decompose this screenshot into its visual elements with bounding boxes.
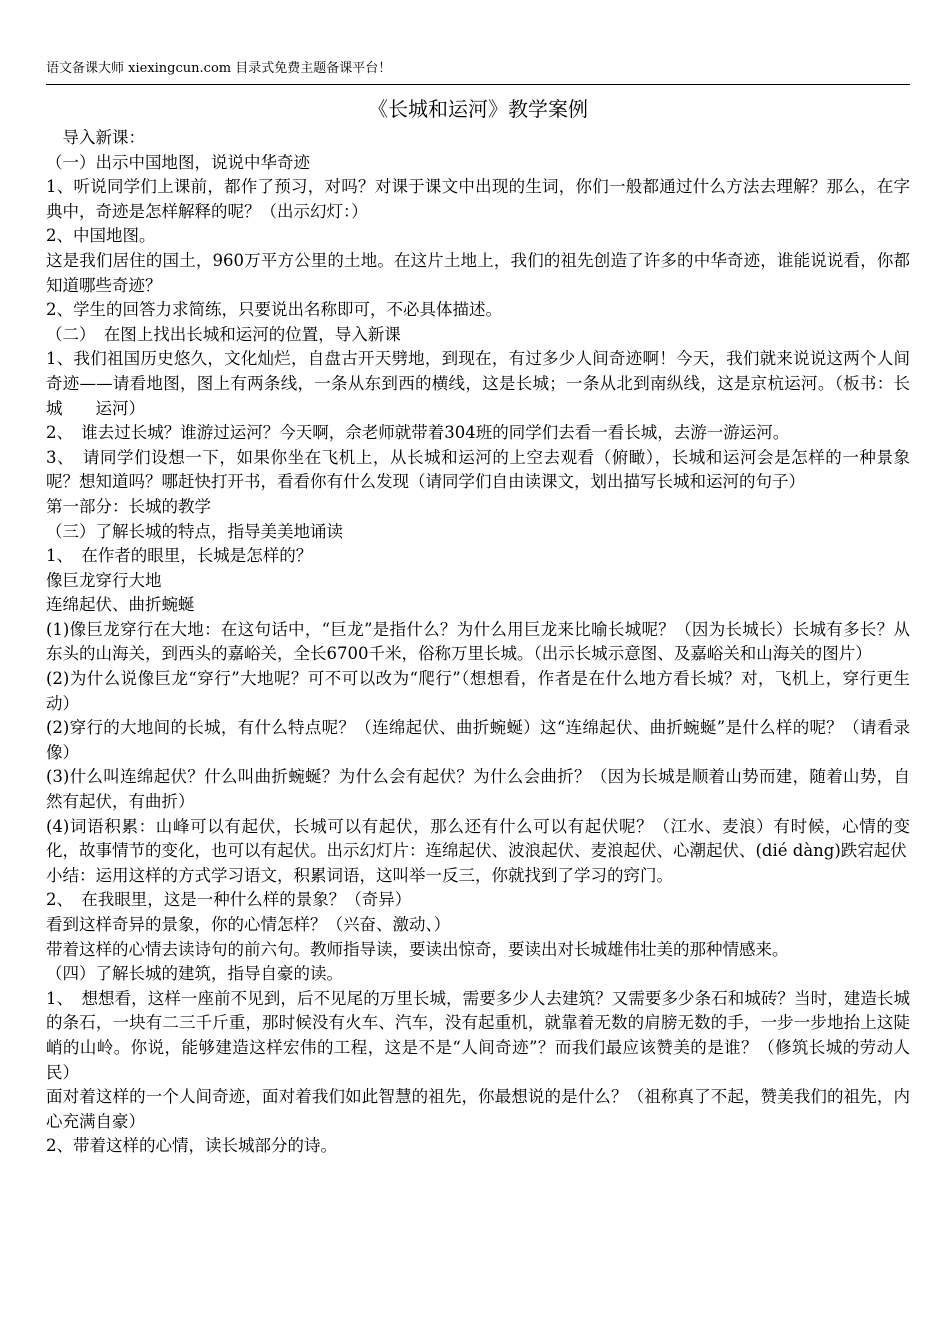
paragraph: (4)词语积累：山峰可以有起伏，长城可以有起伏，那么还有什么可以有起伏呢？（江水、麦浪）有时候，心情的变化，故事情节的变化，也可以有起伏。出示幻灯片：连绵起伏、波浪起伏、麦浪起伏、心潮起伏、(dié dàng)跌宕起伏 [46, 816, 910, 861]
paragraph-list [46, 126, 910, 1159]
paragraph: （一）出示中国地图，说说中华奇迹 [46, 152, 310, 172]
paragraph: (2)穿行的大地间的长城，有什么特点呢？（连绵起伏、曲折蜿蜒）这“连绵起伏、曲折蜿蜒”是什么样的呢？（请看录像） [46, 718, 910, 762]
paragraph: 导入新课： [46, 128, 145, 147]
paragraph: 连绵起伏、曲折蜿蜒 [46, 595, 195, 615]
paragraph: 1、我们祖国历史悠久，文化灿烂，自盘古开天劈地，到现在，有过多少人间奇迹啊！今天，我们就来说说这两个人间奇迹——请看地图，图上有两条线，一条从东到西的横线，这是长城；一条从北到南纵线，这是京杭运河。（板书：长城 运河） [46, 349, 910, 418]
paragraph: （四）了解长城的建筑，指导自豪的读。 [46, 964, 343, 984]
paragraph: 3、 请同学们设想一下，如果你坐在飞机上，从长城和运河的上空去观看（俯瞰），长城和运河会是怎样的一种景象呢？想知道吗？哪赶快打开书，看看你有什么发现（请同学们自由读课文，划出描写长城和运河的句子） [46, 447, 910, 492]
document-title: 《长城和运河》教学案例 [368, 97, 588, 121]
paragraph: （二） 在图上找出长城和运河的位置，导入新课 [46, 324, 401, 344]
paragraph: 2、 在我眼里，这是一种什么样的景象？（奇异） [46, 890, 412, 910]
paragraph: 1、 在作者的眼里，长城是怎样的？ [46, 546, 313, 566]
paragraph: (1)像巨龙穿行在大地：在这句话中，“巨龙”是指什么？为什么用巨龙来比喻长城呢？（因为长城长）长城有多长？从东头的山海关，到西头的嘉峪关，全长6700千米，俗称万里长城。（出示长城示意图、及嘉峪关和山海关的图片） [46, 619, 910, 664]
paragraph: 小结：运用这样的方式学习语文，积累词语，这叫举一反三，你就找到了学习的窍门。 [46, 865, 673, 885]
paragraph: （三）了解长城的特点，指导美美地诵读 [46, 521, 343, 541]
paragraph: 面对着这样的一个人间奇迹，面对着我们如此智慧的祖先，你最想说的是什么？（祖称真了不起，赞美我们的祖先，内心充满自豪） [46, 1087, 910, 1131]
paragraph: 像巨龙穿行大地 [46, 570, 162, 590]
paragraph: 2、学生的回答力求简练，只要说出名称即可，不必具体描述。 [46, 300, 502, 320]
document-body [46, 92, 910, 1159]
paragraph: (3)什么叫连绵起伏？什么叫曲折蜿蜒？为什么会有起伏？为什么会曲折？（因为长城是顺着山势而建，随着山势，自然有起伏，有曲折） [46, 767, 910, 812]
paragraph: 2、带着这样的心情，读长城部分的诗。 [46, 1136, 337, 1156]
paragraph: 2、中国地图。 [46, 226, 156, 246]
paragraph: 看到这样奇异的景象，你的心情怎样？（兴奋、激动、） [46, 915, 451, 934]
paragraph: 第一部分：长城的教学 [46, 496, 211, 516]
paragraph: 2、 谁去过长城？谁游过运河？今天啊，佘老师就带着304班的同学们去看一看长城，去游一游运河。 [46, 423, 790, 443]
paragraph: 这是我们居住的国土，960万平方公里的土地。在这片土地上，我们的祖先创造了许多的中华奇迹，谁能说说看，你都知道哪些奇迹？ [46, 250, 910, 295]
paragraph: 1、听说同学们上课前，都作了预习，对吗？对课于课文中出现的生词，你们一般都通过什么方法去理解？那么，在字典中，奇迹是怎样解释的呢？（出示幻灯：） [46, 177, 910, 221]
paragraph: 带着这样的心情去读诗句的前六句。教师指导读，要读出惊奇，要读出对长城雄伟壮美的那种情感来。 [46, 939, 789, 959]
page-header: 语文备课大师 xiexingcun.com 目录式免费主题备课平台！ [46, 60, 910, 85]
paragraph: 1、 想想看，这样一座前不见到，后不见尾的万里长城，需要多少人去建筑？又需要多少条石和城砖？当时，建造长城的条石，一块有二三千斤重，那时候没有火车、汽车，没有起重机，就靠着无数的肩膀无数的手，一步一步地抬上这陡峭的山岭。你说，能够建造这样宏伟的工程，这是不是“人间奇迹”？而我们最应该赞美的是谁？（修筑长城的劳动人民） [46, 988, 910, 1082]
paragraph: (2)为什么说像巨龙“穿行”大地呢？可不可以改为“爬行”（想想看，作者是在什么地方看长城？对，飞机上，穿行更生动） [46, 669, 910, 713]
